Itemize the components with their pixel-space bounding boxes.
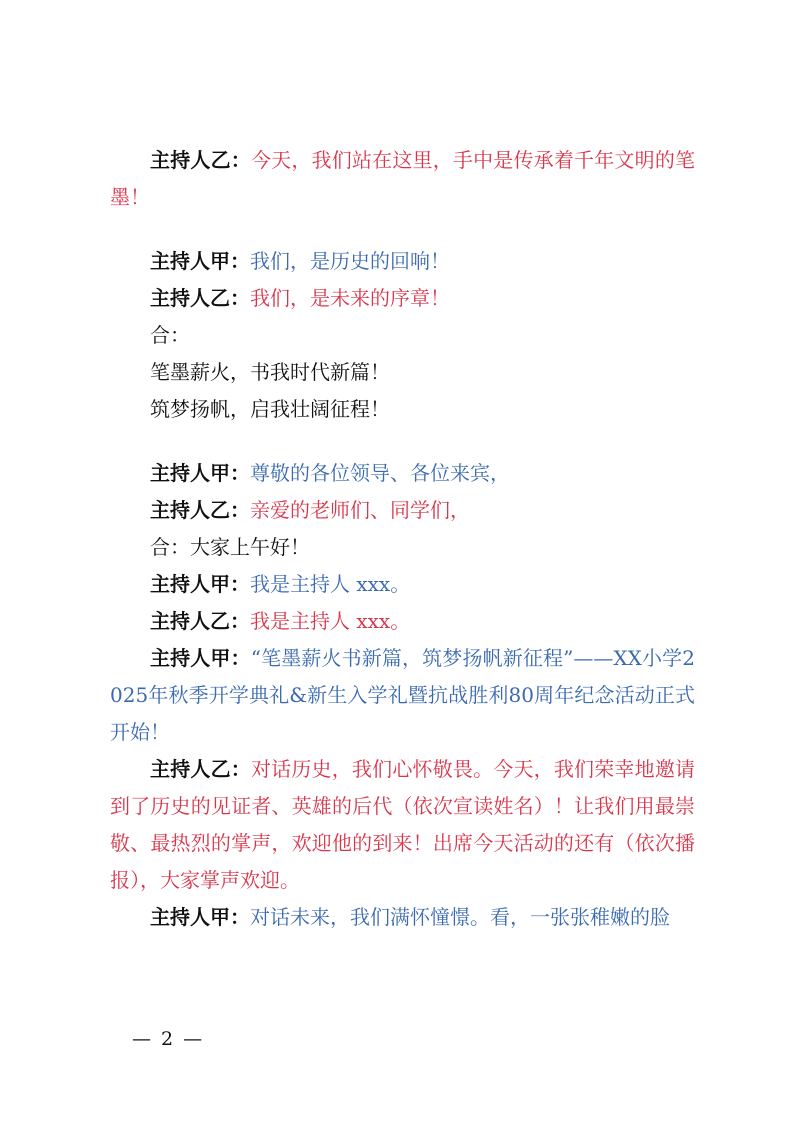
page-number: — 2 —	[132, 1028, 205, 1050]
dialogue-text: 亲爱的老师们、同学们，	[250, 498, 470, 522]
dialogue-line	[110, 529, 695, 566]
dialogue-text: 对话未来，我们满怀憧憬。看，一张张稚嫩的脸	[250, 905, 670, 929]
speaker-label: 主持人乙：	[150, 286, 250, 310]
dialogue-text: 对话历史，我们心怀敬畏。今天，我们荣幸地邀请到了历史的见证者、英雄的后代（依次宣读姓名）！让我们用最崇敬、最热烈的掌声，欢迎他的到来！出席今天活动的还有（依次播报），大家掌声欢迎。	[110, 757, 696, 892]
speaker-label: 合：	[150, 535, 190, 559]
dialogue-text: 我们，是历史的回响！	[250, 249, 450, 273]
speaker-label: 主持人乙：	[150, 498, 250, 522]
speaker-label: 主持人甲：	[150, 646, 251, 670]
dialogue-text: 尊敬的各位领导、各位来宾，	[250, 461, 510, 485]
dialogue-line	[110, 899, 695, 936]
speaker-label: 主持人甲：	[150, 572, 250, 596]
chorus-text: 笔墨薪火，书我时代新篇！	[150, 360, 390, 384]
chorus-line	[110, 391, 695, 428]
dialogue-line	[110, 751, 695, 899]
speaker-label: 主持人乙：	[150, 757, 251, 781]
speaker-label: 主持人甲：	[150, 461, 250, 485]
speaker-label: 主持人乙：	[150, 148, 251, 172]
speaker-label: 合：	[150, 323, 190, 347]
paragraph-gap	[110, 428, 695, 455]
paragraph-gap	[110, 216, 695, 243]
chorus-text: 筑梦扬帆，启我壮阔征程！	[150, 397, 390, 421]
dialogue-text: 我们，是未来的序章！	[250, 286, 450, 310]
dialogue-line	[110, 243, 695, 280]
dialogue-line	[110, 280, 695, 317]
speaker-label: 主持人乙：	[150, 609, 250, 633]
dialogue-line	[110, 317, 695, 354]
dialogue-text: 我是主持人 xxx。	[250, 572, 411, 596]
dialogue-text: “笔墨薪火书新篇，筑梦扬帆新征程”——XX小学2025年秋季开学典礼&新生入学礼暨抗战胜利80周年纪念活动正式开始！	[110, 646, 696, 744]
dialogue-text: 我是主持人 xxx。	[250, 609, 411, 633]
dialogue-line	[110, 455, 695, 492]
chorus-line	[110, 354, 695, 391]
dialogue-line	[110, 603, 695, 640]
dialogue-text: 大家上午好！	[190, 535, 310, 559]
speaker-label: 主持人甲：	[150, 249, 250, 273]
document-body	[110, 142, 695, 936]
dialogue-line	[110, 640, 695, 751]
dialogue-line	[110, 566, 695, 603]
dialogue-line	[110, 492, 695, 529]
dialogue-line	[110, 142, 695, 216]
speaker-label: 主持人甲：	[150, 905, 250, 929]
dialogue-text: 今天，我们站在这里，手中是传承着千年文明的笔墨！	[110, 148, 696, 209]
